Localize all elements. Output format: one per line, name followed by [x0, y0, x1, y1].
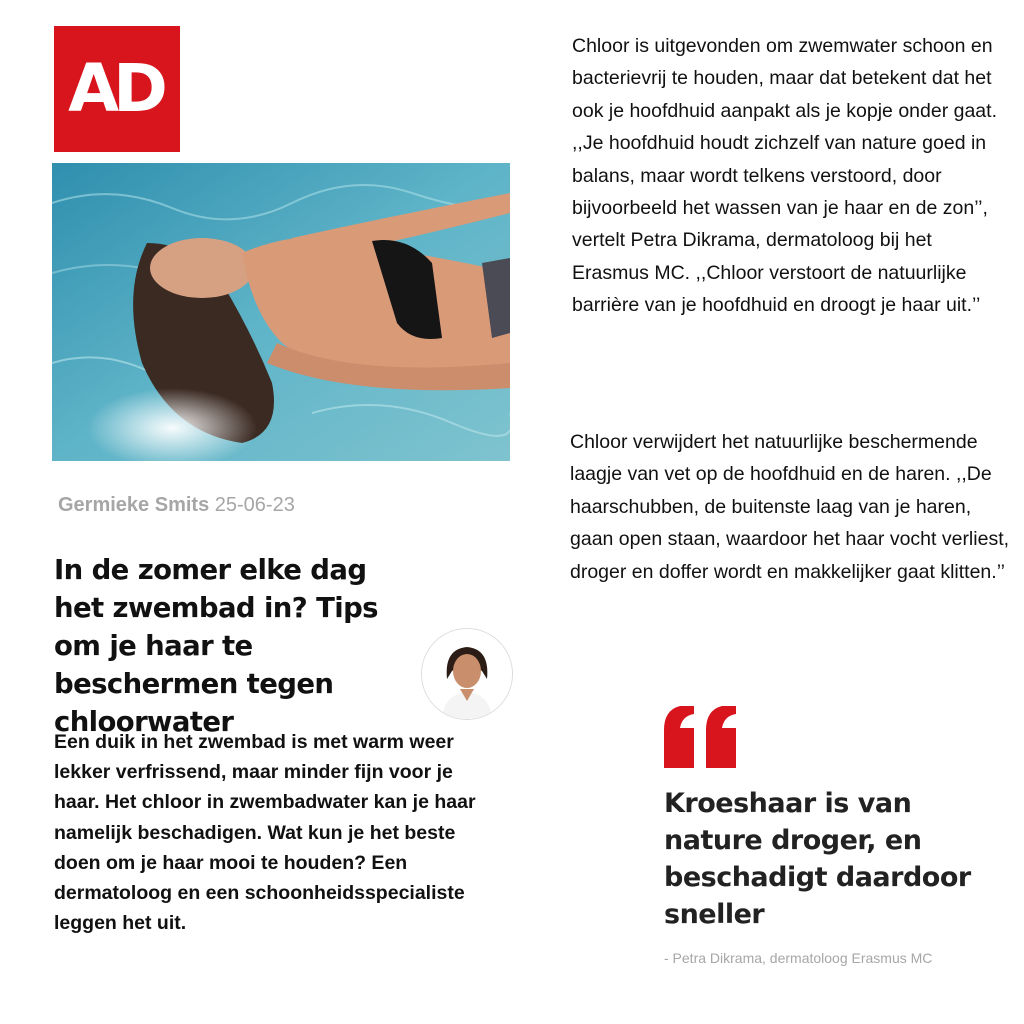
body-paragraph-2: Chloor verwijdert het natuurlijke beschermende laagje van vet op de hoofdhuid en de haren. ,,De haarschubben, de buitenste laag van je haren, gaan open staan, waardoor het haar vocht verliest, droger en doffer wordt en makkelijker gaat klitten.’’	[570, 431, 1010, 583]
article-byline	[58, 494, 295, 517]
quote-attribution: - Petra Dikrama, dermatoloog Erasmus MC	[664, 950, 933, 966]
article-lead: Een duik in het zwembad is met warm weer lekker verfrissend, maar minder fijn voor je haar. Het chloor in zwembadwater kan je haar namelijk beschadigen. Wat kun je het beste doen om je haar mooi te houden? Een dermatoloog en een schoonheidsspecialiste leggen het uit.	[54, 731, 476, 935]
article-headline: In de zomer elke dag het zwembad in? Tips om je haar te beschermen tegen chloorwater	[54, 554, 378, 738]
pull-quote: Kroeshaar is van nature droger, en beschadigt daardoor sneller	[664, 788, 971, 930]
ad-logo[interactable]	[54, 26, 180, 152]
author-avatar	[421, 628, 513, 720]
publish-date: 25-06-23	[214, 494, 295, 516]
author-name[interactable]: Germieke Smits	[58, 494, 210, 516]
hero-photo	[52, 163, 510, 461]
body-paragraph-1: Chloor is uitgevonden om zwemwater schoon en bacterievrij te houden, maar dat betekent dat het ook je hoofdhuid aanpakt als je kopje onder gaat. ,,Je hoofdhuid houdt zichzelf van nature goed in balans, maar wordt telkens verstoord, door bijvoorbeeld het wassen van je haar en de zon’’, vertelt Petra Dikrama, dermatoloog bij het Erasmus MC. ,,Chloor verstoort de natuurlijke barrière van je hoofdhuid en droogt je haar uit.’’	[572, 35, 997, 317]
logo-text: AD	[68, 50, 162, 127]
quote-mark-icon	[664, 706, 738, 768]
